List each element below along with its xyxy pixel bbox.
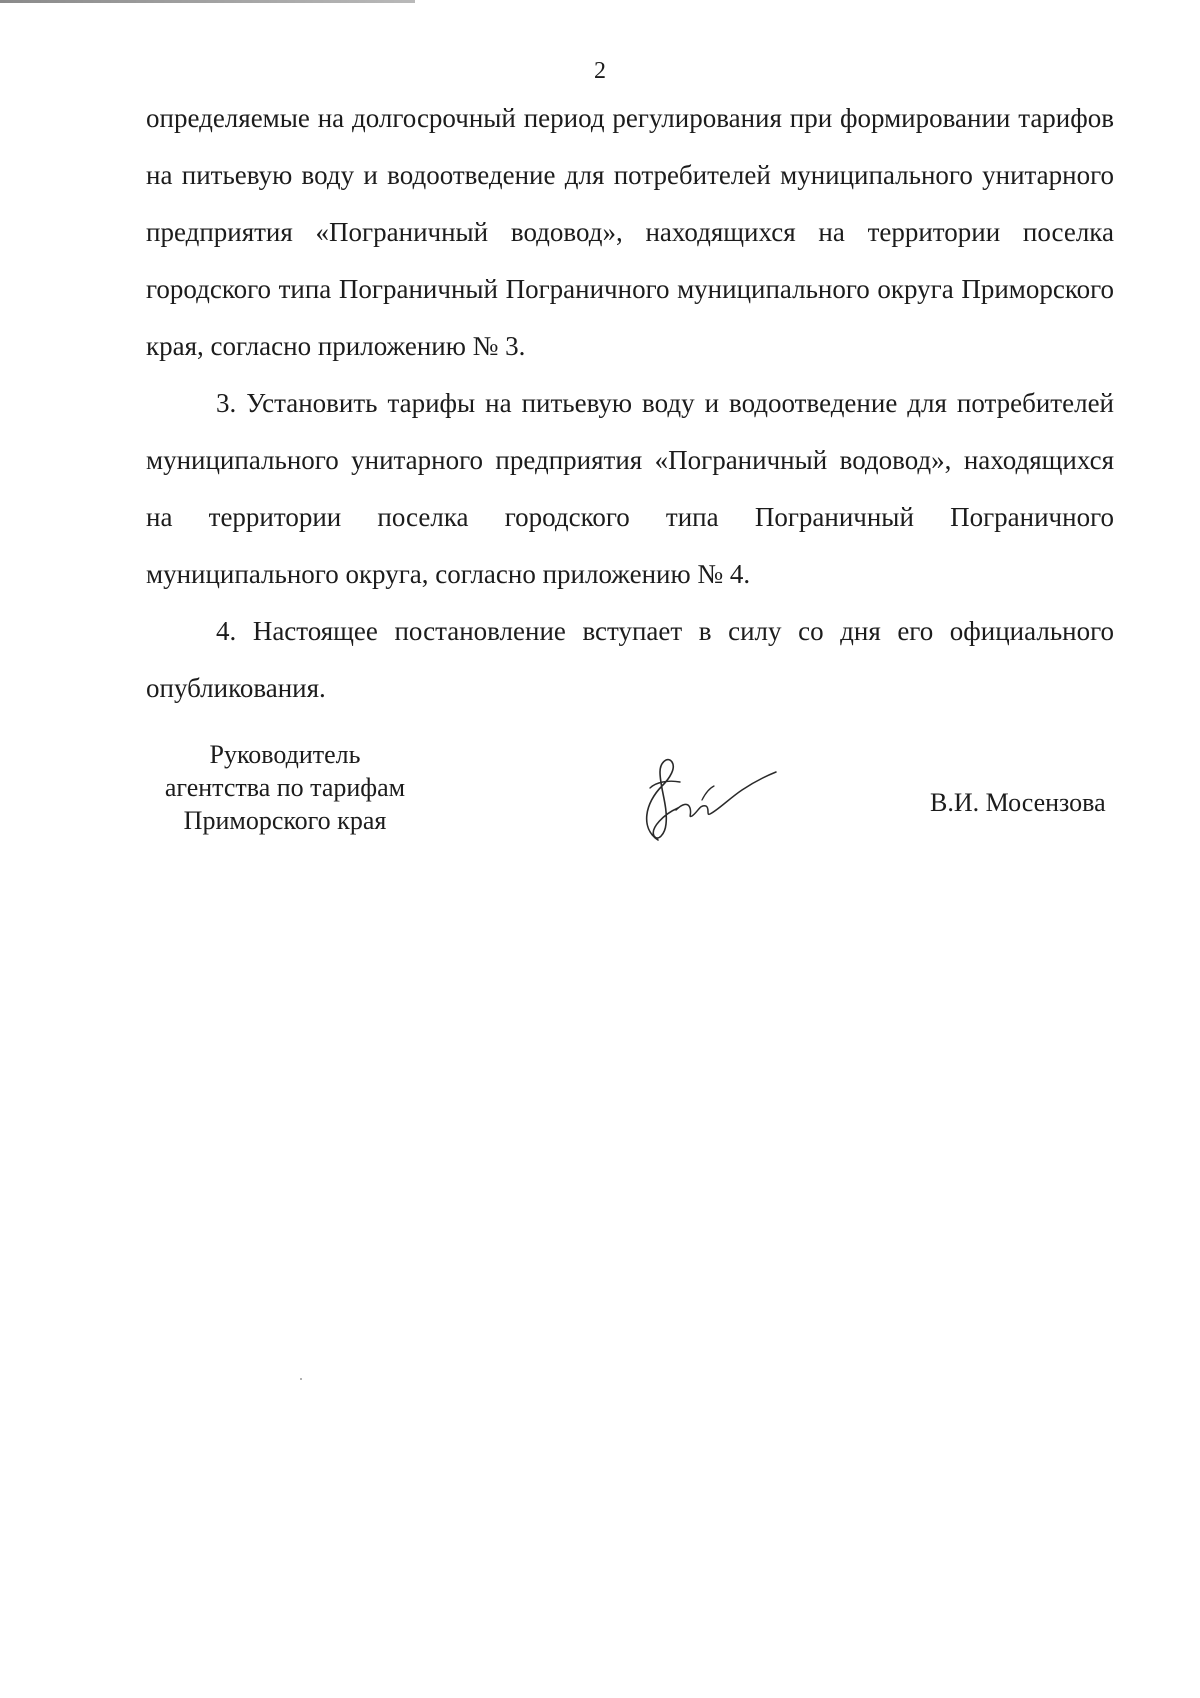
position-line: Приморского края	[183, 806, 387, 835]
paragraph-item-4: 4. Настоящее постановление вступает в силу со дня его официального опубликования.	[146, 616, 1114, 703]
position-line: Руководитель	[209, 740, 361, 769]
scan-edge-line	[0, 0, 415, 3]
paragraph-continuation: определяемые на долгосрочный период регулирования при формировании тарифов на питьевую воду и водоотведение для потребителей муниципального унитарного предприятия «Пограничный водовод», находящихся на территории поселка городского типа Пограничный Пограничного муниципального округа Приморского края, согласно приложению № 3.	[146, 103, 1114, 361]
signer-name: В.И. Мосензова	[930, 788, 1106, 817]
paragraph-item-3: 3. Установить тарифы на питьевую воду и водоотведение для потребителей муниципального унитарного предприятия «Пограничный водовод», находящихся на территории поселка городского типа Пограничный Пограничного муниципального округа, согласно приложению № 4.	[146, 388, 1114, 589]
signer-position	[140, 738, 430, 837]
signature-block	[0, 738, 1200, 858]
scan-speck	[300, 1378, 302, 1380]
position-line: агентства по тарифам	[164, 773, 406, 802]
handwritten-signature	[610, 748, 780, 848]
document-body	[146, 90, 1114, 717]
page-number: 2	[594, 58, 606, 84]
